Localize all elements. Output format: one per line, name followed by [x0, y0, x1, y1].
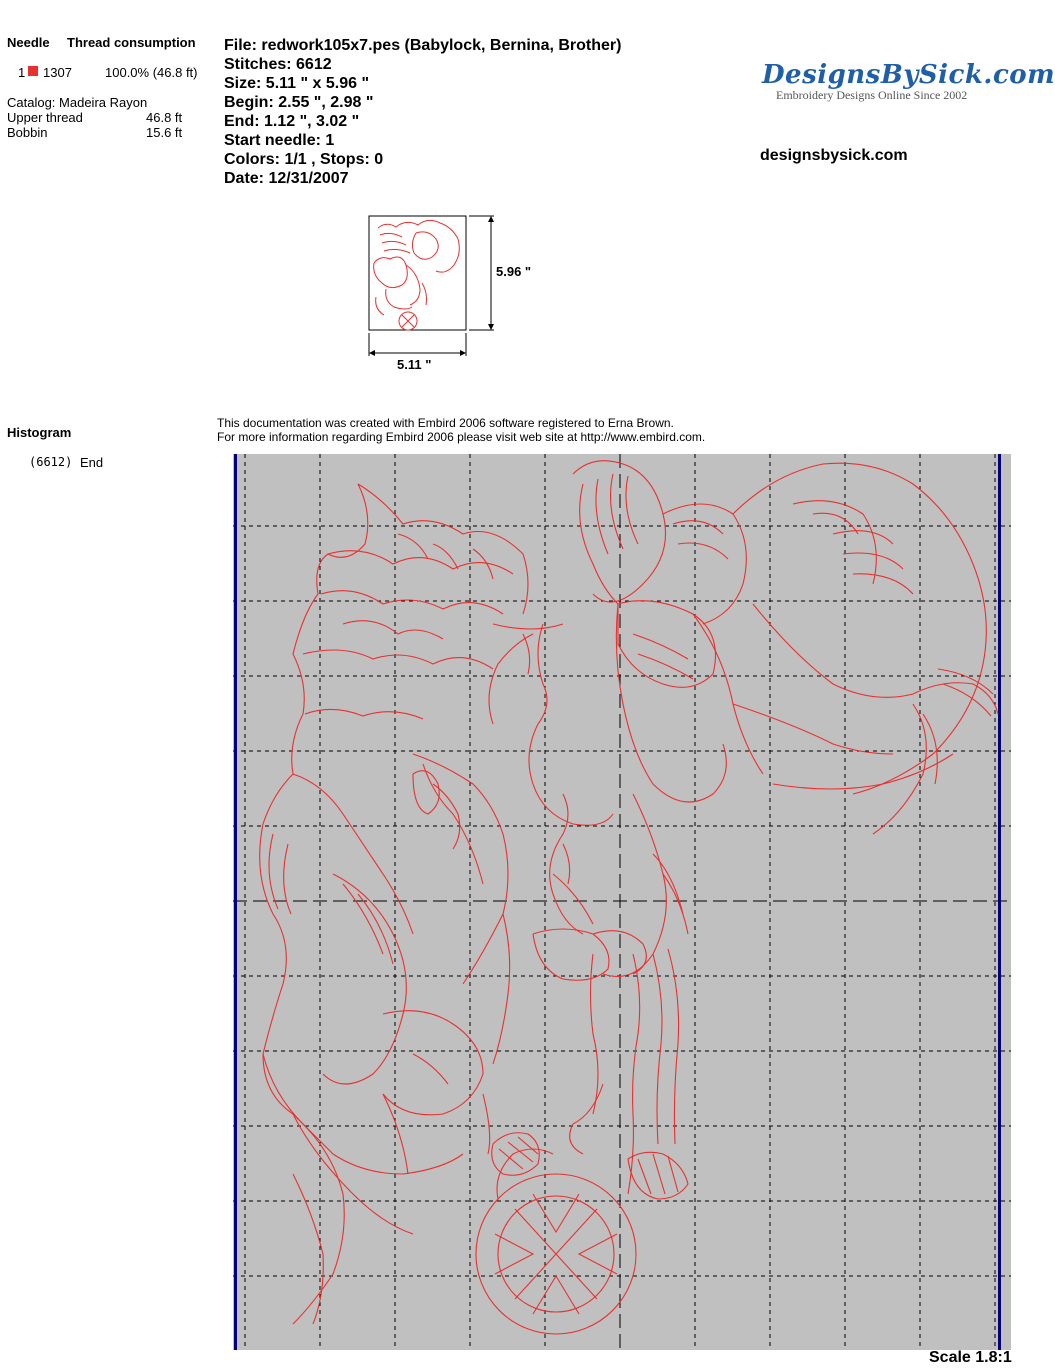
upper-thread-value: 46.8 ft [146, 110, 183, 125]
embird-info-note: For more information regarding Embird 2006 please visit web site at http://www.embird.com. [217, 430, 706, 444]
thread-color-swatch [28, 66, 38, 76]
histogram-count: (6612) [29, 455, 73, 469]
histogram-title: Histogram [7, 425, 72, 440]
frame-left-edge [234, 454, 237, 1350]
thread-consumption-value: 100.0% (46.8 ft) [105, 65, 198, 80]
logo-tagline: Embroidery Designs Online Since 2002 [776, 88, 968, 102]
design-preview [233, 454, 1011, 1350]
histogram-end-label: End [80, 455, 104, 470]
end-point: End: 1.12 ", 3.02 " [224, 113, 360, 130]
thread-consumption-header: Thread consumption [67, 35, 196, 50]
file-name: File: redwork105x7.pes (Babylock, Bernina, Brother) [224, 37, 622, 54]
bobbin-label: Bobbin [7, 125, 48, 140]
frame-right-edge [998, 454, 1001, 1350]
design-date: Date: 12/31/2007 [224, 170, 349, 187]
preview-scale: Scale 1.8:1 [929, 1349, 1012, 1366]
design-thumbnail [366, 213, 506, 373]
start-needle: Start needle: 1 [224, 132, 335, 149]
designsbysick-logo: DesignsBySick.com [762, 60, 1055, 90]
needle-number: 1 [18, 65, 26, 80]
bobbin-value: 15.6 ft [146, 125, 183, 140]
thumbnail-width-label: 5.11 " [397, 357, 432, 372]
design-size: Size: 5.11 " x 5.96 " [224, 75, 370, 92]
thumbnail-height-label: 5.96 " [496, 264, 532, 279]
begin-point: Begin: 2.55 ", 2.98 " [224, 94, 374, 111]
thread-code: 1307 [43, 65, 72, 80]
upper-thread-label: Upper thread [7, 110, 83, 125]
colors-stops: Colors: 1/1 , Stops: 0 [224, 151, 384, 168]
catalog-label: Catalog: Madeira Rayon [7, 95, 148, 110]
stitch-count: Stitches: 6612 [224, 56, 332, 73]
needle-header: Needle [7, 35, 50, 50]
site-name: designsbysick.com [760, 147, 908, 164]
documentation-note: This documentation was created with Embird 2006 software registered to Erna Brown. [217, 416, 674, 430]
